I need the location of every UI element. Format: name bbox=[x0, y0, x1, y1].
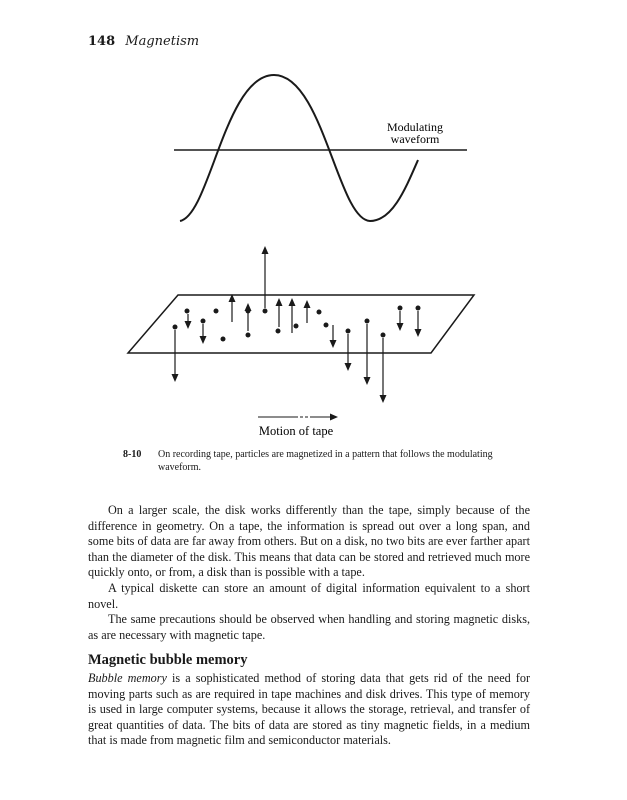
modulating-waveform bbox=[180, 75, 418, 221]
paragraph: On a larger scale, the disk works differently than the tape, simply because of the difference in geometry. On a tape, the information is spread out over a long span, and some bits of data are far away from others. But on a disk, no two bits are ever farther apart than the diameter of the disk. This means that data can be stored and retrieved much more quickly onto, or from, a disk than is possible with a tape. bbox=[88, 503, 530, 580]
tape-surface bbox=[128, 295, 474, 353]
motion-label: Motion of tape bbox=[258, 424, 334, 438]
particle-dot bbox=[365, 319, 370, 324]
particle-dot bbox=[381, 333, 386, 338]
page-number: 148 bbox=[88, 34, 116, 49]
particle-dot bbox=[246, 333, 251, 338]
particle-dot bbox=[416, 306, 421, 311]
paragraph: A typical diskette can store an amount of digital information equivalent to a short novel. bbox=[88, 580, 530, 611]
particle-dot bbox=[398, 306, 403, 311]
particle-dot bbox=[173, 325, 178, 330]
particle-dot bbox=[201, 319, 206, 324]
caption-text: On recording tape, particles are magnetized in a pattern that follows the modulating waveform. bbox=[158, 449, 493, 473]
waveform-label-line1: Modulating bbox=[387, 120, 443, 134]
paragraph: The same precautions should be observed when handling and storing magnetic disks, as are necessary with magnetic tape. bbox=[88, 612, 530, 642]
particle-dot bbox=[346, 329, 351, 334]
particle-dot bbox=[317, 310, 322, 315]
chapter-title: Magnetism bbox=[125, 34, 200, 49]
particle-dot bbox=[324, 323, 329, 328]
magnetized-particles bbox=[173, 306, 421, 342]
waveform-label-line2: waveform bbox=[390, 132, 440, 146]
figure-caption bbox=[123, 448, 503, 474]
particle-dot bbox=[263, 309, 268, 314]
particle-dot bbox=[294, 324, 299, 329]
particle-dot bbox=[221, 337, 226, 342]
particle-dot bbox=[185, 309, 190, 314]
particle-dot bbox=[214, 309, 219, 314]
particle-dot bbox=[276, 329, 281, 334]
section-heading: Magnetic bubble memory bbox=[88, 652, 248, 669]
paragraph-rest: is a sophisticated method of storing data that gets rid of the need for moving parts such as are required in tape machines and disk drives. This type of memory is used in large computer systems, because it allows the storage, retrieval, and transfer of great quantities of data. The bits of data are stored as tiny magnetic fields, in a medium that is made from magnetic film and semiconductor materials. bbox=[88, 670, 530, 748]
paragraph bbox=[88, 671, 530, 749]
body-text bbox=[88, 503, 530, 749]
term-bubble-memory: Bubble memory bbox=[88, 670, 167, 685]
figure-number: 8-10 bbox=[123, 449, 142, 460]
